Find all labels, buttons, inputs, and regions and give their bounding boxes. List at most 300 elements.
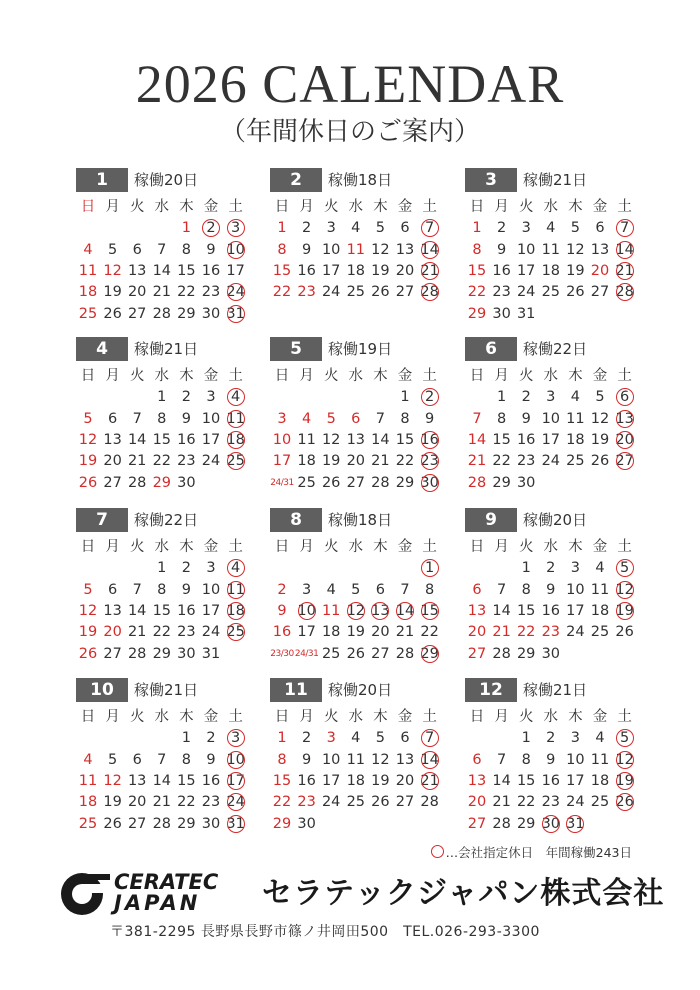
weekday-label: 木 (568, 368, 583, 384)
date-cell: 2 (418, 386, 442, 408)
date-cell: 25 (346, 284, 366, 301)
date-cell: 18 (566, 431, 585, 448)
date-cell: 7 (157, 241, 167, 258)
date-cell: 20 (590, 262, 610, 279)
date-cell: 24 (566, 794, 585, 811)
date-cell: 12 (78, 431, 98, 448)
date-cell: 20 (467, 624, 487, 641)
date-cell: 10 (566, 581, 585, 598)
weekday-label: 日 (274, 709, 290, 725)
date-cell: 18 (590, 772, 610, 789)
date-cell: 20 (346, 453, 366, 470)
date-cell: 29 (272, 815, 292, 832)
date-cell: 16 (541, 772, 561, 789)
date-cell: 12 (590, 410, 610, 427)
date-cell: 29 (516, 815, 536, 832)
date-cell: 12 (103, 262, 122, 279)
date-cell: 5 (613, 557, 637, 579)
date-cell: 25 (346, 794, 366, 811)
date-cell: 14 (152, 772, 172, 789)
date-cell: 16 (516, 431, 536, 448)
weekday-label: 火 (129, 199, 145, 215)
date-cell: 27 (103, 645, 122, 662)
date-cell: 30 (516, 474, 536, 491)
weekday-label: 木 (179, 709, 194, 725)
date-cell: 23 (418, 450, 442, 472)
working-days: 稼働18日 (328, 511, 393, 529)
weekday-label: 水 (348, 368, 364, 384)
weekday-label: 火 (518, 199, 534, 215)
date-cell: 21 (395, 624, 415, 641)
date-cell: 8 (472, 241, 482, 258)
date-cell: 27 (395, 794, 415, 811)
date-cell: 3 (546, 389, 556, 406)
date-cell: 23 (516, 453, 536, 470)
date-cell: 31 (563, 813, 587, 835)
date-cell: 2 (496, 220, 507, 237)
date-cell: 12 (78, 602, 98, 619)
date-cell: 10 (321, 241, 341, 258)
date-cell: 17 (201, 431, 221, 448)
date-cell: 27 (467, 815, 487, 832)
month-number: 7 (76, 508, 128, 532)
date-cell: 21 (418, 260, 442, 282)
date-cell: 20 (103, 624, 122, 641)
date-cell: 24 (321, 794, 341, 811)
date-cell: 27 (103, 474, 122, 491)
date-cell: 16 (297, 772, 316, 789)
working-days: 稼働21日 (134, 340, 199, 358)
date-cell: 31 (224, 303, 248, 325)
date-cell: 7 (418, 217, 442, 239)
date-cell: 3 (326, 730, 336, 747)
date-cell: 27 (127, 815, 147, 832)
date-cell: 5 (570, 220, 580, 237)
date-cell: 12 (371, 241, 390, 258)
date-cell: 9 (301, 241, 312, 258)
weekday-label: 土 (422, 539, 437, 555)
date-cell: 7 (496, 581, 507, 598)
page-title: 2026 CALENDAR (135, 54, 565, 114)
date-cell: 15 (272, 262, 292, 279)
date-cell: 23 (297, 794, 316, 811)
date-cell: 4 (351, 220, 361, 237)
date-cell: 29 (152, 645, 172, 662)
date-cell: 2 (181, 560, 191, 577)
date-cell: 29 (177, 305, 196, 322)
date-cell: 16 (201, 772, 221, 789)
date-cell: 4 (570, 389, 580, 406)
date-cell: 13 (368, 600, 392, 622)
date-cell-combined: 24/31 (294, 648, 319, 659)
month-number: 12 (465, 678, 517, 702)
working-days: 稼働22日 (134, 511, 199, 529)
date-cell: 30 (541, 645, 561, 662)
date-cell: 23 (177, 453, 196, 470)
date-cell: 28 (152, 815, 172, 832)
date-cell: 24 (541, 453, 561, 470)
logo-line-2: JAPAN (114, 891, 201, 915)
weekday-label: 月 (299, 368, 314, 384)
date-cell: 5 (83, 410, 93, 427)
weekday-label: 日 (80, 709, 96, 725)
date-cell: 7 (157, 751, 167, 768)
date-cell: 4 (326, 581, 336, 598)
weekday-label: 月 (105, 539, 120, 555)
month-2 (270, 168, 460, 318)
date-cell: 6 (400, 220, 410, 237)
date-cell: 9 (424, 410, 435, 427)
date-cell: 14 (127, 602, 147, 619)
date-cell: 21 (371, 453, 390, 470)
date-cell: 19 (321, 453, 341, 470)
date-cell: 15 (516, 772, 536, 789)
date-cell: 2 (301, 220, 312, 237)
date-cell: 22 (152, 624, 172, 641)
date-cell: 26 (615, 624, 634, 641)
date-cell: 6 (132, 241, 142, 258)
date-cell: 28 (371, 474, 390, 491)
date-cell: 26 (613, 791, 637, 813)
weekday-label: 土 (617, 199, 632, 215)
weekday-label: 水 (154, 199, 170, 215)
date-cell: 8 (157, 581, 167, 598)
weekday-label: 金 (592, 709, 608, 725)
date-cell: 23 (297, 284, 316, 301)
date-cell: 17 (272, 453, 292, 470)
month-5 (270, 337, 460, 491)
weekday-label: 金 (203, 368, 219, 384)
date-cell: 1 (496, 389, 507, 406)
date-cell: 22 (177, 284, 196, 301)
date-cell: 30 (177, 474, 196, 491)
working-days: 稼働20日 (134, 171, 199, 189)
date-cell: 15 (492, 431, 511, 448)
date-cell: 26 (371, 284, 390, 301)
date-cell: 27 (590, 284, 610, 301)
weekday-label: 火 (129, 368, 145, 384)
weekday-label: 土 (228, 368, 243, 384)
month-10 (76, 678, 266, 832)
legend-text: …会社指定休日 年間稼働243日 (445, 845, 632, 860)
date-cell: 22 (516, 624, 536, 641)
circle-icon (431, 845, 444, 858)
date-cell: 21 (127, 624, 147, 641)
weekday-label: 土 (617, 368, 632, 384)
date-cell: 14 (393, 600, 417, 622)
date-cell: 28 (127, 645, 147, 662)
weekday-label: 金 (397, 199, 413, 215)
weekday-label: 火 (518, 709, 534, 725)
date-cell: 6 (351, 410, 361, 427)
date-cell: 2 (546, 730, 556, 747)
date-cell: 24 (224, 791, 248, 813)
month-number: 9 (465, 508, 517, 532)
weekday-label: 火 (129, 709, 145, 725)
logo-line-1: CERATEC (114, 870, 219, 894)
weekday-label: 土 (422, 368, 437, 384)
date-cell: 10 (201, 410, 221, 427)
date-cell: 18 (78, 284, 98, 301)
date-cell: 25 (590, 794, 610, 811)
month-8 (270, 508, 460, 662)
date-cell: 18 (346, 772, 366, 789)
date-cell: 24 (224, 281, 248, 303)
working-days: 稼働19日 (328, 340, 393, 358)
date-cell: 15 (272, 772, 292, 789)
month-9 (465, 508, 655, 662)
date-cell: 27 (395, 284, 415, 301)
date-cell: 5 (375, 730, 385, 747)
date-cell: 26 (78, 474, 98, 491)
weekday-label: 土 (228, 709, 243, 725)
date-cell: 21 (613, 260, 637, 282)
date-cell: 8 (157, 410, 167, 427)
date-cell: 10 (295, 600, 319, 622)
date-cell: 25 (78, 305, 98, 322)
date-cell: 10 (321, 751, 341, 768)
date-cell: 4 (83, 241, 93, 258)
date-cell: 10 (272, 431, 292, 448)
weekday-label: 月 (105, 368, 120, 384)
date-cell: 13 (613, 408, 637, 430)
date-cell: 13 (127, 262, 147, 279)
weekday-label: 日 (274, 368, 290, 384)
date-cell: 11 (224, 408, 248, 430)
date-cell: 21 (152, 794, 172, 811)
date-cell: 16 (297, 262, 316, 279)
weekday-label: 木 (373, 539, 388, 555)
date-cell: 4 (595, 730, 605, 747)
page-subtitle: （年間休日のご案内） (219, 117, 480, 147)
weekday-label: 木 (179, 368, 194, 384)
date-cell: 3 (521, 220, 531, 237)
date-cell: 12 (613, 579, 637, 601)
date-cell: 16 (177, 431, 196, 448)
weekday-label: 月 (299, 709, 314, 725)
date-cell: 9 (206, 241, 216, 258)
date-cell: 19 (371, 262, 390, 279)
date-cell: 12 (103, 772, 122, 789)
date-cell: 29 (395, 474, 415, 491)
weekday-label: 土 (617, 539, 632, 555)
date-cell: 15 (418, 600, 442, 622)
date-cell: 8 (181, 241, 191, 258)
month-12 (465, 678, 655, 832)
weekday-label: 月 (494, 199, 509, 215)
date-cell: 20 (395, 772, 415, 789)
date-cell: 13 (395, 241, 415, 258)
date-cell: 19 (613, 770, 637, 792)
date-cell: 20 (395, 262, 415, 279)
weekday-label: 月 (105, 709, 120, 725)
date-cell: 31 (201, 645, 221, 662)
date-cell: 28 (395, 645, 415, 662)
weekday-label: 月 (299, 539, 314, 555)
month-header (270, 678, 460, 702)
weekday-label: 水 (348, 709, 364, 725)
date-cell: 11 (321, 602, 341, 619)
date-cell: 20 (371, 624, 390, 641)
month-header (465, 168, 655, 192)
date-cell: 28 (127, 474, 147, 491)
month-header (465, 508, 655, 532)
date-cell: 1 (472, 220, 482, 237)
date-cell: 18 (541, 262, 561, 279)
date-cell: 25 (297, 474, 316, 491)
date-cell: 2 (199, 217, 223, 239)
date-cell: 25 (566, 453, 585, 470)
date-cell: 30 (418, 472, 442, 494)
date-cell: 25 (224, 450, 248, 472)
working-days: 稼働20日 (523, 511, 588, 529)
date-cell: 29 (152, 474, 172, 491)
date-cell: 22 (395, 453, 415, 470)
date-cell: 12 (613, 749, 637, 771)
date-cell: 16 (201, 262, 221, 279)
date-cell: 8 (521, 751, 531, 768)
month-header (76, 678, 266, 702)
date-cell: 13 (467, 772, 487, 789)
date-cell: 26 (371, 794, 390, 811)
date-cell: 28 (152, 305, 172, 322)
date-cell: 13 (103, 431, 122, 448)
date-cell: 2 (181, 389, 191, 406)
date-cell: 17 (541, 431, 561, 448)
date-cell: 25 (541, 284, 561, 301)
date-cell: 8 (277, 241, 287, 258)
month-header (76, 168, 266, 192)
date-cell: 30 (297, 815, 316, 832)
date-cell: 20 (103, 453, 122, 470)
month-header (270, 508, 460, 532)
date-cell: 15 (177, 262, 196, 279)
date-cell: 1 (157, 389, 167, 406)
date-cell: 3 (570, 730, 580, 747)
date-cell: 14 (127, 431, 147, 448)
weekday-label: 金 (397, 368, 413, 384)
date-cell: 12 (566, 241, 585, 258)
date-cell: 15 (516, 602, 536, 619)
weekday-label: 日 (80, 539, 96, 555)
date-cell: 11 (297, 431, 316, 448)
date-cell: 21 (492, 624, 511, 641)
date-cell: 1 (521, 560, 531, 577)
month-1 (76, 168, 266, 322)
date-cell: 22 (272, 794, 292, 811)
date-cell: 22 (420, 624, 439, 641)
date-cell: 15 (467, 262, 487, 279)
weekday-label: 日 (469, 199, 485, 215)
date-cell: 22 (177, 794, 196, 811)
date-cell: 19 (78, 453, 98, 470)
month-number: 10 (76, 678, 128, 702)
date-cell: 6 (472, 581, 482, 598)
date-cell: 20 (127, 794, 147, 811)
date-cell: 30 (492, 305, 511, 322)
date-cell: 3 (224, 727, 248, 749)
date-cell: 5 (351, 581, 361, 598)
weekday-label: 金 (203, 539, 219, 555)
date-cell: 25 (78, 815, 98, 832)
date-cell: 28 (613, 281, 637, 303)
date-cell: 14 (371, 431, 390, 448)
date-cell: 26 (566, 284, 585, 301)
date-cell: 1 (277, 730, 287, 747)
weekday-label: 水 (543, 368, 559, 384)
date-cell: 30 (539, 813, 563, 835)
date-cell: 7 (472, 410, 482, 427)
date-cell: 18 (78, 794, 98, 811)
date-cell: 23 (201, 794, 221, 811)
date-cell: 12 (344, 600, 368, 622)
date-cell: 26 (103, 305, 122, 322)
weekday-label: 日 (80, 368, 96, 384)
date-cell: 1 (181, 220, 191, 237)
weekday-label: 火 (518, 368, 534, 384)
weekday-label: 日 (469, 368, 485, 384)
date-cell-combined: 24/31 (270, 477, 294, 488)
weekday-label: 火 (129, 539, 145, 555)
date-cell: 7 (496, 751, 507, 768)
date-cell: 1 (181, 730, 191, 747)
date-cell: 11 (346, 751, 366, 768)
date-cell: 5 (595, 389, 605, 406)
date-cell: 21 (127, 453, 147, 470)
date-cell: 29 (492, 474, 511, 491)
date-cell: 7 (132, 410, 142, 427)
date-cell: 29 (516, 645, 536, 662)
date-cell: 5 (613, 727, 637, 749)
date-cell: 9 (546, 751, 556, 768)
weekday-label: 土 (422, 199, 437, 215)
date-cell: 27 (467, 645, 487, 662)
date-cell: 9 (546, 581, 556, 598)
date-cell: 18 (297, 453, 316, 470)
month-6 (465, 337, 655, 491)
date-cell: 3 (277, 410, 287, 427)
date-cell: 11 (224, 579, 248, 601)
date-cell: 10 (224, 749, 248, 771)
month-header (465, 678, 655, 702)
weekday-label: 木 (373, 709, 388, 725)
date-cell: 3 (301, 581, 312, 598)
date-cell: 20 (467, 794, 487, 811)
date-cell: 5 (107, 751, 118, 768)
date-cell: 21 (492, 794, 511, 811)
weekday-label: 木 (373, 199, 388, 215)
date-cell: 4 (224, 386, 248, 408)
month-3 (465, 168, 655, 322)
month-number: 11 (270, 678, 322, 702)
date-cell: 1 (418, 557, 442, 579)
date-cell: 7 (375, 410, 385, 427)
month-number: 2 (270, 168, 322, 192)
date-cell: 6 (595, 220, 605, 237)
weekday-label: 火 (323, 368, 339, 384)
date-cell: 14 (613, 239, 637, 261)
date-cell: 25 (224, 621, 248, 643)
date-cell: 27 (127, 305, 147, 322)
date-cell: 16 (177, 602, 196, 619)
date-cell: 30 (177, 645, 196, 662)
date-cell: 8 (496, 410, 507, 427)
date-cell: 26 (346, 645, 366, 662)
date-cell: 15 (152, 602, 172, 619)
date-cell: 14 (418, 239, 442, 261)
date-cell: 19 (78, 624, 98, 641)
date-cell: 19 (346, 624, 366, 641)
